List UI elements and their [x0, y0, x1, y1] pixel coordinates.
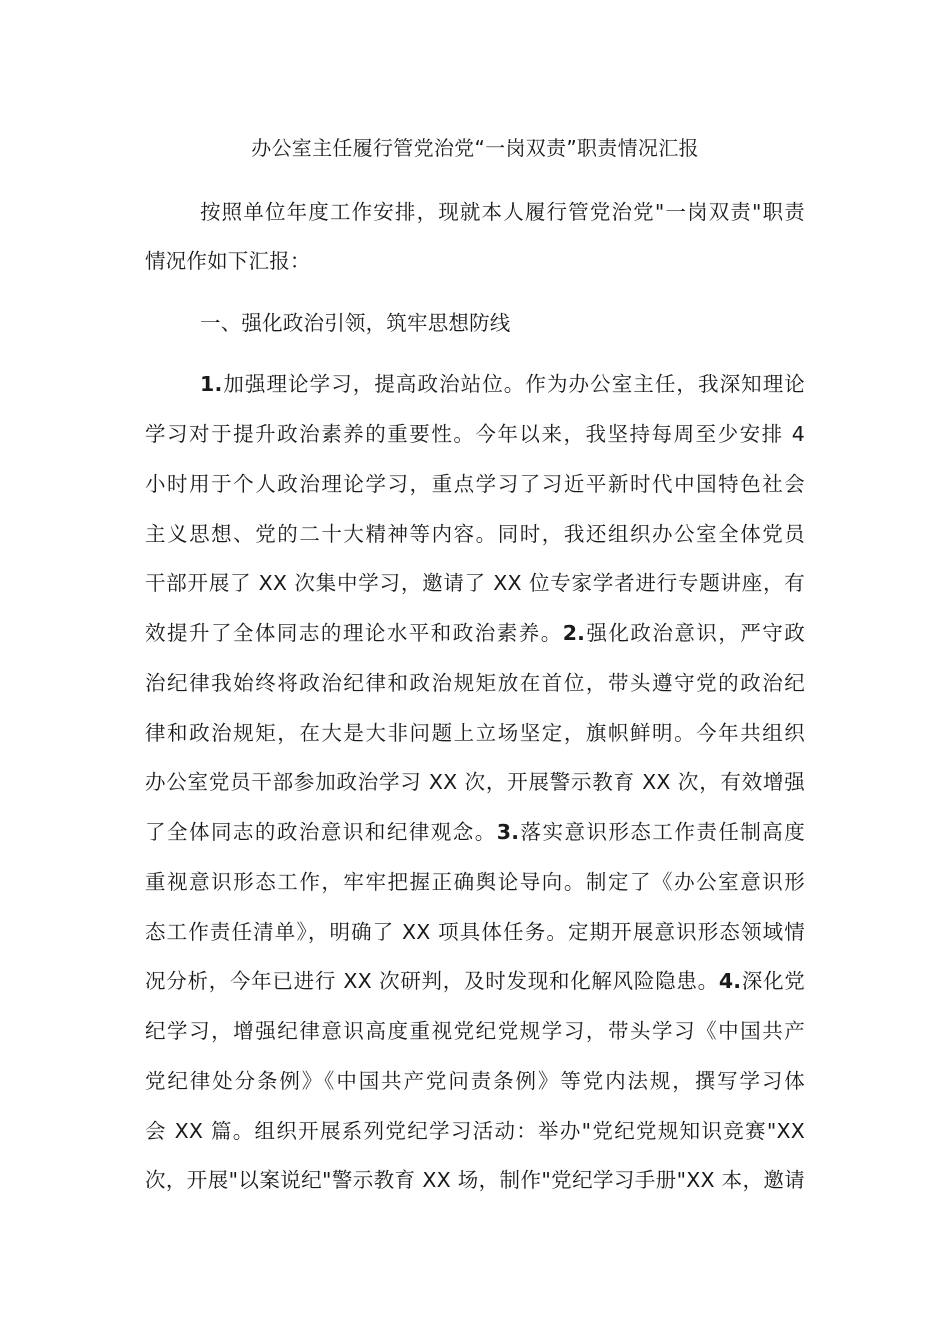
paragraph-line: 纪学习，增强纪律意识高度重视党纪党规学习，带头学习《中国共产	[145, 1019, 805, 1043]
section-heading: 一、强化政治引领，筑牢思想防线	[200, 311, 511, 335]
paragraph-line: 主义思想、党的二十大精神等内容。同时，我还组织办公室全体党员	[145, 522, 805, 546]
paragraph-line: 情况作如下汇报：	[145, 249, 311, 273]
paragraph-line: 态工作责任清单》，明确了 XX 项具体任务。定期开展意识形态领域情	[145, 920, 805, 944]
paragraph-line: 次，开展"以案说纪"警示教育 XX 场，制作"党纪学习手册"XX 本，邀请	[145, 1168, 805, 1192]
paragraph-line: 干部开展了 XX 次集中学习，邀请了 XX 位专家学者进行专题讲座，有	[145, 571, 805, 595]
document-title: 办公室主任履行管党治党“一岗双责”职责情况汇报	[251, 136, 699, 160]
paragraph-line: 了全体同志的政治意识和纪律观念。3.落实意识形态工作责任制高度	[145, 820, 805, 844]
paragraph-line: 重视意识形态工作，牢牢把握正确舆论导向。制定了《办公室意识形	[145, 870, 805, 894]
paragraph-line: 党纪律处分条例》《中国共产党问责条例》等党内法规，撰写学习体	[145, 1069, 805, 1093]
paragraph-line: 1.加强理论学习，提高政治站位。作为办公室主任，我深知理论	[200, 372, 805, 396]
paragraph-line: 律和政治规矩，在大是大非问题上立场坚定，旗帜鲜明。今年共组织	[145, 721, 805, 745]
paragraph-line: 会 XX 篇。组织开展系列党纪学习活动：举办"党纪党规知识竞赛"XX	[145, 1119, 805, 1143]
paragraph-line: 按照单位年度工作安排，现就本人履行管党治党"一岗双责"职责	[200, 200, 805, 224]
paragraph-line: 学习对于提升政治素养的重要性。今年以来，我坚持每周至少安排 4	[145, 422, 805, 446]
paragraph-line: 效提升了全体同志的理论水平和政治素养。2.强化政治意识，严守政	[145, 621, 805, 645]
paragraph-line: 治纪律我始终将政治纪律和政治规矩放在首位，带头遵守党的政治纪	[145, 671, 805, 695]
paragraph-line: 况分析，今年已进行 XX 次研判，及时发现和化解风险隐患。4.深化党	[145, 969, 805, 993]
paragraph-line: 小时用于个人政治理论学习，重点学习了习近平新时代中国特色社会	[145, 472, 805, 496]
paragraph-line: 办公室党员干部参加政治学习 XX 次，开展警示教育 XX 次，有效增强	[145, 770, 805, 794]
